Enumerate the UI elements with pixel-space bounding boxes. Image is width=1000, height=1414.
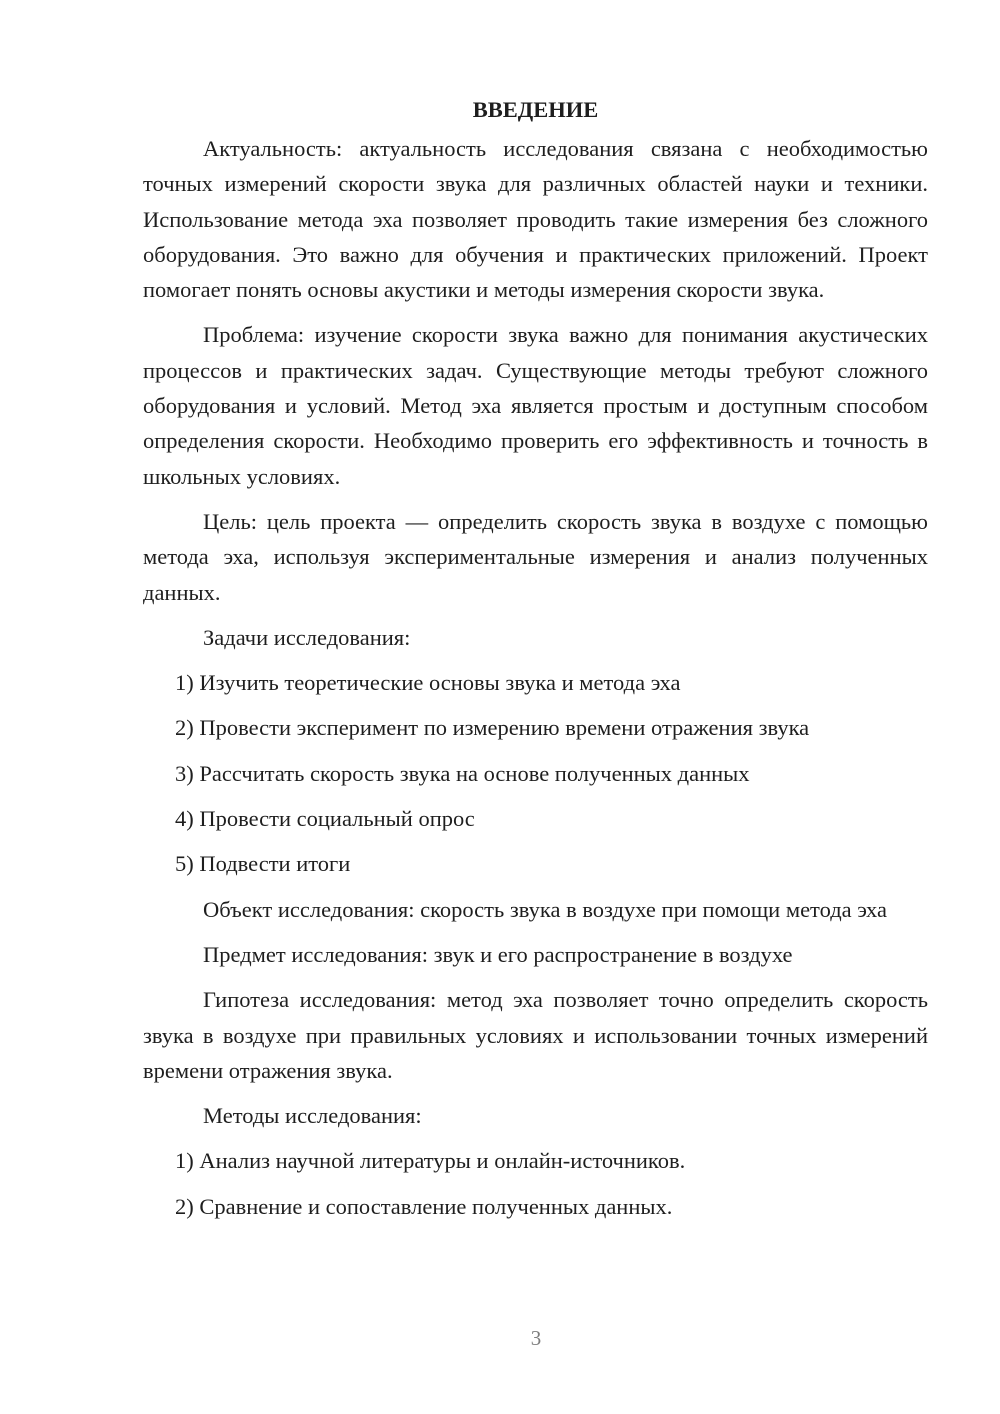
tasks-heading: Задачи исследования: [203, 624, 411, 650]
hypothesis-paragraph: Гипотеза исследования: метод эха позволяет точно определить скорость звука в воздухе при правильных условиях и использовании точных измерений времени отражения звука. [143, 987, 928, 1083]
page-number: 3 [530, 1326, 542, 1350]
methods-heading: Методы исследования: [203, 1103, 422, 1129]
method-item: 2) Сравнение и сопоставление полученных данных. [175, 1193, 673, 1219]
goal-paragraph: Цель: цель проекта — определить скорость звука в воздухе с помощью метода эха, используя экспериментальные измерения и анализ полученных данных. [143, 508, 928, 605]
problem-paragraph: Проблема: изучение скорости звука важно для понимания акустических процессов и практических задач. Существующие методы требуют сложного оборудования и условий. Метод эха является простым и доступным способом определения скорости. Необходимо проверить его эффективность и точность в школьных условиях. [143, 322, 928, 489]
task-item: 2) Провести эксперимент по измерению времени отражения звука [175, 715, 810, 741]
task-item: 1) Изучить теоретические основы звука и метода эха [175, 670, 681, 696]
subject-paragraph: Предмет исследования: звук и его распространение в воздухе [203, 941, 793, 967]
object-paragraph: Объект исследования: скорость звука в воздухе при помощи метода эха [203, 896, 887, 922]
task-item: 3) Рассчитать скорость звука на основе полученных данных [175, 760, 750, 786]
method-item: 1) Анализ научной литературы и онлайн-источников. [175, 1148, 686, 1174]
document-body [143, 92, 928, 1224]
task-item: 5) Подвести итоги [175, 851, 351, 877]
task-item: 4) Провести социальный опрос [175, 806, 475, 832]
document-title: ВВЕДЕНИЕ [472, 97, 599, 122]
relevance-paragraph: Актуальность: актуальность исследования связана с необходимостью точных измерений скорости звука для различных областей науки и техники. Использование метода эха позволяет проводить такие измерения без сложного оборудования. Это важно для обучения и практических приложений. Проект помогает понять основы акустики и методы измерения скорости звука. [143, 136, 928, 303]
